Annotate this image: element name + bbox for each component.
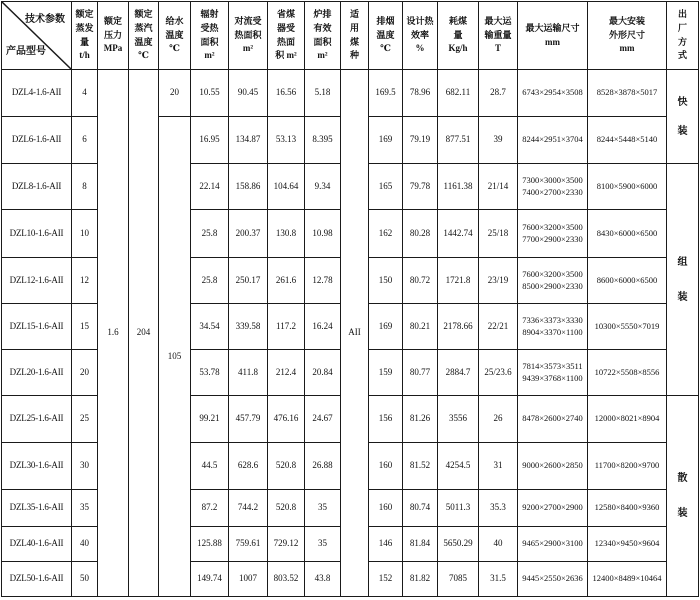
header-line: 效率: [410, 29, 429, 40]
coal-consumption-cell: 2178.66: [438, 304, 479, 350]
header-line: mm: [619, 43, 635, 54]
radiant-area-cell: 16.95: [191, 117, 229, 164]
transport-weight-cell: 21/14: [479, 164, 518, 210]
coal-consumption-cell: 1721.8: [438, 258, 479, 304]
header-line: ℃: [169, 43, 180, 54]
dimension-line: 7600×3200×3500: [522, 269, 583, 280]
transport-size-cell: [518, 164, 588, 210]
coal-consumption-cell: 682.11: [438, 70, 479, 117]
header-line: 适: [349, 8, 359, 19]
economizer-area-cell: 16.56: [268, 70, 305, 117]
ship-method-char: 快: [677, 96, 688, 108]
coal-consumption-cell: 5650.29: [438, 527, 479, 562]
model-cell: DZL40-1.6-AII: [2, 527, 72, 562]
dimension-line: 8500×2900×2330: [522, 280, 583, 291]
header-line: 出: [677, 8, 687, 19]
corner-header: [2, 2, 72, 70]
efficiency-cell: 80.74: [403, 490, 438, 527]
economizer-area-cell: 212.4: [268, 350, 305, 396]
header-line: m²: [204, 50, 215, 61]
exhaust-temp-cell: 152: [369, 562, 403, 597]
convective-area-cell: 158.86: [229, 164, 268, 210]
header-line: 面积: [200, 36, 219, 47]
grate-area-cell: 24.67: [305, 396, 341, 443]
radiant-area-cell: 99.21: [191, 396, 229, 443]
table-body: [2, 70, 699, 597]
convective-area-cell: 134.87: [229, 117, 268, 164]
radiant-area-cell: 22.14: [191, 164, 229, 210]
exhaust-temp-cell: 162: [369, 210, 403, 258]
evap-cell: 25: [72, 396, 98, 443]
header-evap: [72, 2, 98, 70]
transport-size-cell: [518, 443, 588, 490]
ship-method-char: 装: [677, 291, 688, 303]
transport-size-cell: [518, 350, 588, 396]
transport-weight-cell: 25/23.6: [479, 350, 518, 396]
exhaust-temp-cell: 159: [369, 350, 403, 396]
model-cell: DZL25-1.6-AII: [2, 396, 72, 443]
ship-method-char: 散: [677, 473, 688, 484]
coal-consumption-cell: 1161.38: [438, 164, 479, 210]
header-line: 蒸发: [75, 22, 94, 33]
install-size-cell: 10722×5508×8556: [588, 350, 667, 396]
header-economizer: [268, 2, 305, 70]
install-size-cell: 8600×6000×6500: [588, 258, 667, 304]
transport-weight-cell: 40: [479, 527, 518, 562]
header-line: 热面: [276, 36, 295, 47]
transport-weight-cell: 25/18: [479, 210, 518, 258]
efficiency-cell: 81.26: [403, 396, 438, 443]
model-cell: DZL35-1.6-AII: [2, 490, 72, 527]
exhaust-temp-cell: 165: [369, 164, 403, 210]
exhaust-temp-cell: 160: [369, 443, 403, 490]
header-line: t/h: [79, 50, 90, 61]
radiant-area-cell: 34.54: [191, 304, 229, 350]
exhaust-temp-cell: 146: [369, 527, 403, 562]
dimension-line: 9439×3768×1100: [522, 372, 583, 383]
transport-size-cell: [518, 258, 588, 304]
corner-bottom-label: 产品型号: [6, 45, 46, 57]
header-line: ℃: [380, 43, 391, 54]
corner-top-label: 技术参数: [25, 14, 65, 25]
efficiency-cell: 79.19: [403, 117, 438, 164]
header-line: 给水: [165, 15, 184, 26]
install-size-cell: 12340×9450×9604: [588, 527, 667, 562]
header-line: 最大运: [484, 15, 512, 26]
feed-temp-cell: 20: [159, 70, 191, 117]
economizer-area-cell: 476.16: [268, 396, 305, 443]
evap-cell: 20: [72, 350, 98, 396]
convective-area-cell: 90.45: [229, 70, 268, 117]
dimension-line: 7700×2900×2330: [522, 233, 583, 244]
header-steam_temp: [129, 2, 159, 70]
ship-method-char: 装: [677, 508, 688, 519]
install-size-cell: 12000×8021×8904: [588, 396, 667, 443]
header-line: 煤: [349, 36, 359, 47]
coal-type-cell: AII: [341, 70, 369, 597]
install-size-cell: 12400×8489×10464: [588, 562, 667, 597]
model-cell: DZL50-1.6-AII: [2, 562, 72, 597]
evap-cell: 10: [72, 210, 98, 258]
header-line: 面积: [313, 36, 332, 47]
ship-method-char: 装: [677, 125, 688, 137]
convective-area-cell: 200.37: [229, 210, 268, 258]
header-line: 最大安装: [608, 15, 645, 26]
transport-weight-cell: 28.7: [479, 70, 518, 117]
efficiency-cell: 78.96: [403, 70, 438, 117]
header-line: 外形尺寸: [608, 29, 645, 40]
header-line: 省煤: [276, 8, 295, 19]
header-efficiency: [403, 2, 438, 70]
convective-area-cell: 250.17: [229, 258, 268, 304]
evap-cell: 40: [72, 527, 98, 562]
header-line: 量: [453, 29, 463, 40]
grate-area-cell: 10.98: [305, 210, 341, 258]
feed-temp-cell: 105: [159, 117, 191, 597]
header-line: 积 m²: [275, 50, 297, 61]
header-coal: [341, 2, 369, 70]
steam-temp-cell: 204: [129, 70, 159, 597]
transport-size-cell: [518, 490, 588, 527]
header-line: 热面积: [234, 29, 262, 40]
ship-method-cell: [667, 396, 699, 597]
grate-area-cell: 12.78: [305, 258, 341, 304]
grate-area-cell: 5.18: [305, 70, 341, 117]
radiant-area-cell: 149.74: [191, 562, 229, 597]
header-line: 温度: [376, 29, 395, 40]
transport-size-cell: [518, 304, 588, 350]
transport-weight-cell: 35.3: [479, 490, 518, 527]
efficiency-cell: 80.28: [403, 210, 438, 258]
header-line: 排烟: [376, 15, 395, 26]
efficiency-cell: 81.52: [403, 443, 438, 490]
header-line: 最大运输尺寸: [525, 22, 580, 33]
header-feed_temp: [159, 2, 191, 70]
exhaust-temp-cell: 169: [369, 304, 403, 350]
header-line: 额定: [134, 8, 153, 19]
economizer-area-cell: 520.8: [268, 490, 305, 527]
transport-size-cell: [518, 527, 588, 562]
header-exhaust: [369, 2, 403, 70]
dimension-line: 9200×2700×2900: [522, 502, 583, 513]
transport-size-cell: [518, 210, 588, 258]
dimension-line: 9000×2600×2850: [522, 460, 583, 471]
header-line: Kg/h: [448, 43, 468, 54]
grate-area-cell: 43.8: [305, 562, 341, 597]
coal-consumption-cell: 2884.7: [438, 350, 479, 396]
evap-cell: 12: [72, 258, 98, 304]
header-ship: [667, 2, 699, 70]
dimension-line: 7600×3200×3500: [522, 222, 583, 233]
convective-area-cell: 411.8: [229, 350, 268, 396]
header-coal_use: [438, 2, 479, 70]
economizer-area-cell: 117.2: [268, 304, 305, 350]
dimension-line: 8478×2600×2740: [522, 413, 583, 424]
header-line: mm: [545, 36, 560, 47]
header-line: 设计热: [406, 15, 434, 26]
coal-consumption-cell: 5011.3: [438, 490, 479, 527]
grate-area-cell: 35: [305, 527, 341, 562]
exhaust-temp-cell: 169: [369, 117, 403, 164]
header-line: 辐射: [200, 8, 219, 19]
radiant-area-cell: 10.55: [191, 70, 229, 117]
header-line: 方: [677, 36, 687, 47]
radiant-area-cell: 87.2: [191, 490, 229, 527]
grate-area-cell: 26.88: [305, 443, 341, 490]
header-line: 器受: [276, 22, 295, 33]
evap-cell: 6: [72, 117, 98, 164]
header-line: 式: [677, 50, 687, 61]
header-row: [2, 2, 699, 70]
dimension-line: 7400×2700×2330: [522, 186, 583, 197]
header-line: 有效: [313, 22, 332, 33]
header-line: m²: [242, 43, 254, 54]
table-row: [2, 70, 699, 117]
header-install_size: [588, 2, 667, 70]
convective-area-cell: 339.58: [229, 304, 268, 350]
model-cell: DZL20-1.6-AII: [2, 350, 72, 396]
header-line: T: [494, 43, 501, 54]
economizer-area-cell: 261.6: [268, 258, 305, 304]
economizer-area-cell: 729.12: [268, 527, 305, 562]
transport-size-cell: [518, 396, 588, 443]
model-cell: DZL12-1.6-AII: [2, 258, 72, 304]
header-line: 对流受: [234, 15, 262, 26]
grate-area-cell: 20.84: [305, 350, 341, 396]
efficiency-cell: 81.84: [403, 527, 438, 562]
radiant-area-cell: 53.78: [191, 350, 229, 396]
header-line: 耗煤: [448, 15, 467, 26]
dimension-line: 9445×2550×2636: [522, 573, 583, 584]
exhaust-temp-cell: 160: [369, 490, 403, 527]
model-cell: DZL6-1.6-AII: [2, 117, 72, 164]
dimension-line: 9465×2900×3100: [522, 538, 583, 549]
model-cell: DZL15-1.6-AII: [2, 304, 72, 350]
header-convective: [229, 2, 268, 70]
dimension-line: 6743×2954×3508: [522, 87, 583, 98]
header-line: 受热: [200, 22, 219, 33]
header-pressure: [98, 2, 129, 70]
transport-weight-cell: 31.5: [479, 562, 518, 597]
header-line: 蒸汽: [134, 22, 153, 33]
coal-consumption-cell: 877.51: [438, 117, 479, 164]
install-size-cell: 12580×8400×9360: [588, 490, 667, 527]
efficiency-cell: 80.72: [403, 258, 438, 304]
model-cell: DZL8-1.6-AII: [2, 164, 72, 210]
install-size-cell: 8528×3878×5017: [588, 70, 667, 117]
efficiency-cell: 79.78: [403, 164, 438, 210]
convective-area-cell: 457.79: [229, 396, 268, 443]
transport-weight-cell: 26: [479, 396, 518, 443]
header-line: m²: [317, 50, 328, 61]
dimension-line: 8904×3370×1100: [522, 326, 583, 337]
economizer-area-cell: 53.13: [268, 117, 305, 164]
evap-cell: 15: [72, 304, 98, 350]
radiant-area-cell: 125.88: [191, 527, 229, 562]
coal-consumption-cell: 7085: [438, 562, 479, 597]
evap-cell: 30: [72, 443, 98, 490]
header-line: 温度: [134, 36, 153, 47]
ship-method-cell: [667, 164, 699, 396]
grate-area-cell: 35: [305, 490, 341, 527]
install-size-cell: 11700×8200×9700: [588, 443, 667, 490]
install-size-cell: 8100×5900×6000: [588, 164, 667, 210]
header-line: 温度: [165, 29, 184, 40]
header-line: 输重量: [484, 29, 512, 40]
radiant-area-cell: 44.5: [191, 443, 229, 490]
evap-cell: 4: [72, 70, 98, 117]
economizer-area-cell: 520.8: [268, 443, 305, 490]
grate-area-cell: 9.34: [305, 164, 341, 210]
economizer-area-cell: 130.8: [268, 210, 305, 258]
dimension-line: 7814×3573×3511: [522, 361, 583, 372]
evap-cell: 35: [72, 490, 98, 527]
transport-weight-cell: 31: [479, 443, 518, 490]
install-size-cell: 8430×6000×6500: [588, 210, 667, 258]
header-transport_size: [518, 2, 588, 70]
model-cell: DZL4-1.6-AII: [2, 70, 72, 117]
boiler-spec-table: [1, 1, 699, 597]
install-size-cell: 8244×5448×5140: [588, 117, 667, 164]
economizer-area-cell: 803.52: [268, 562, 305, 597]
ship-method-cell: [667, 70, 699, 164]
dimension-line: 8244×2951×3704: [522, 134, 583, 145]
header-line: 额定: [75, 8, 94, 19]
header-weight: [479, 2, 518, 70]
efficiency-cell: 81.82: [403, 562, 438, 597]
exhaust-temp-cell: 156: [369, 396, 403, 443]
header-line: %: [415, 43, 425, 54]
header-line: ℃: [138, 50, 149, 61]
economizer-area-cell: 104.64: [268, 164, 305, 210]
header-line: 压力: [103, 29, 122, 40]
install-size-cell: 10300×5550×7019: [588, 304, 667, 350]
convective-area-cell: 1007: [229, 562, 268, 597]
exhaust-temp-cell: 150: [369, 258, 403, 304]
transport-weight-cell: 23/19: [479, 258, 518, 304]
transport-weight-cell: 39: [479, 117, 518, 164]
header-line: 用: [349, 22, 359, 33]
coal-consumption-cell: 3556: [438, 396, 479, 443]
transport-size-cell: [518, 117, 588, 164]
convective-area-cell: 744.2: [229, 490, 268, 527]
convective-area-cell: 759.61: [229, 527, 268, 562]
evap-cell: 50: [72, 562, 98, 597]
dimension-line: 7336×3373×3330: [522, 315, 583, 326]
transport-size-cell: [518, 70, 588, 117]
ship-method-char: 组: [677, 256, 688, 268]
evap-cell: 8: [72, 164, 98, 210]
radiant-area-cell: 25.8: [191, 210, 229, 258]
header-line: 厂: [677, 22, 687, 33]
transport-weight-cell: 22/21: [479, 304, 518, 350]
efficiency-cell: 80.77: [403, 350, 438, 396]
model-cell: DZL10-1.6-AII: [2, 210, 72, 258]
coal-consumption-cell: 1442.74: [438, 210, 479, 258]
radiant-area-cell: 25.8: [191, 258, 229, 304]
header-line: 炉排: [313, 8, 332, 19]
header-grate: [305, 2, 341, 70]
transport-size-cell: [518, 562, 588, 597]
exhaust-temp-cell: 169.5: [369, 70, 403, 117]
header-radiant: [191, 2, 229, 70]
header-line: 额定: [103, 15, 122, 26]
dimension-line: 7300×3000×3500: [522, 175, 583, 186]
header-line: 种: [349, 50, 359, 61]
pressure-cell: 1.6: [98, 70, 129, 597]
grate-area-cell: 16.24: [305, 304, 341, 350]
efficiency-cell: 80.21: [403, 304, 438, 350]
header-line: MPa: [103, 43, 123, 54]
grate-area-cell: 8.395: [305, 117, 341, 164]
header-line: 量: [79, 36, 89, 47]
coal-consumption-cell: 4254.5: [438, 443, 479, 490]
model-cell: DZL30-1.6-AII: [2, 443, 72, 490]
convective-area-cell: 628.6: [229, 443, 268, 490]
